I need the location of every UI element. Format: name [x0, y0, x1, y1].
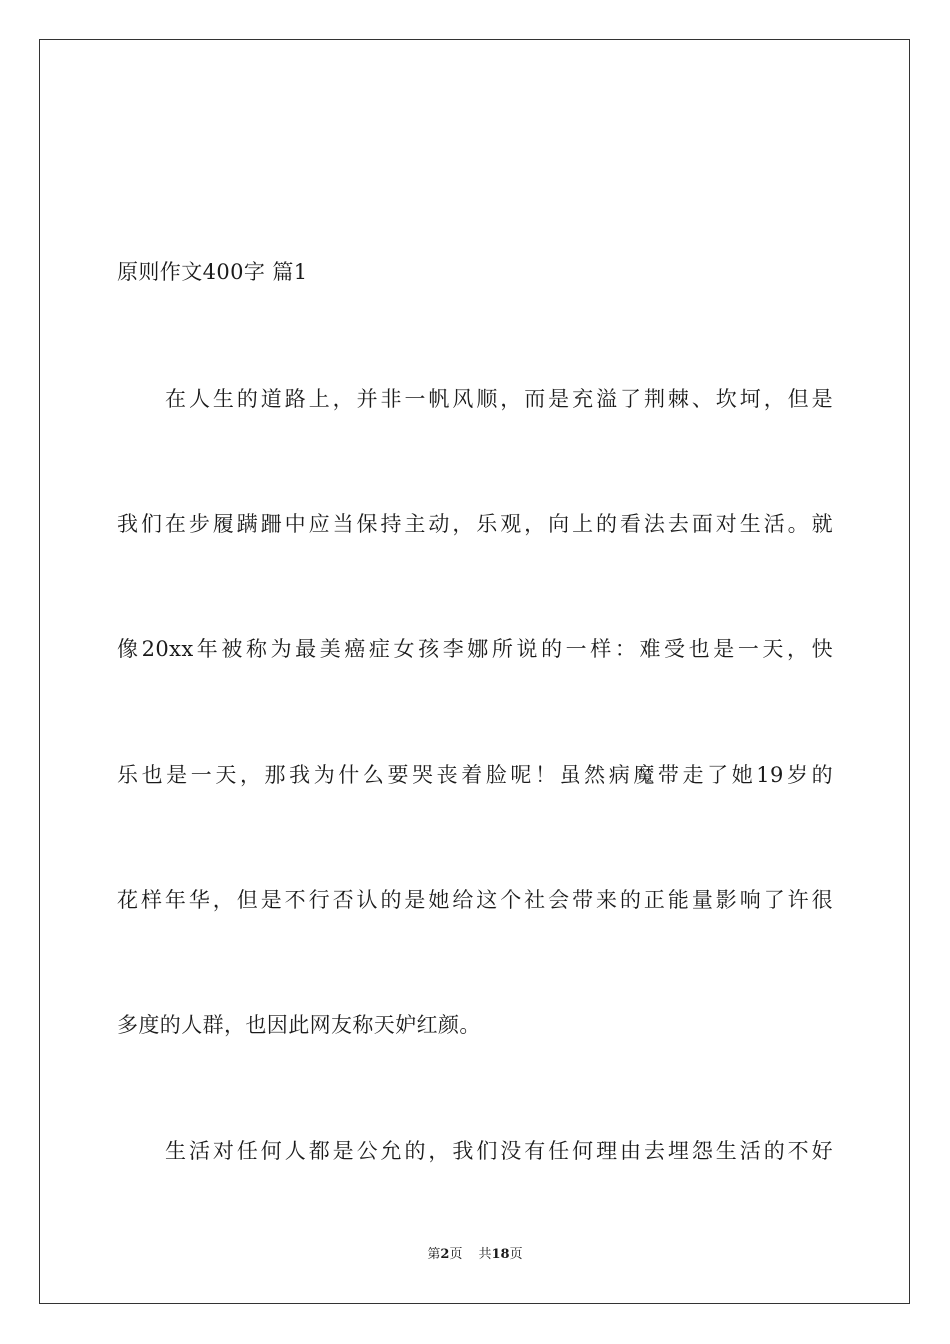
- paragraph-line-3: 像20xx年被称为最美癌症女孩李娜所说的一样：难受也是一天，快: [117, 637, 833, 661]
- page-border: [39, 39, 910, 1304]
- paragraph-line-1: 在人生的道路上，并非一帆风顺，而是充溢了荆棘、坎坷，但是: [165, 387, 833, 411]
- footer-total-pages: 18: [491, 1247, 510, 1262]
- page-footer: [0, 1246, 950, 1264]
- footer-total-prefix: 共: [478, 1247, 492, 1262]
- footer-total-suffix: 页: [509, 1247, 523, 1262]
- paragraph-line-2: 我们在步履蹒跚中应当保持主动，乐观，向上的看法去面对生活。就: [117, 512, 833, 536]
- paragraph-line-5: 花样年华，但是不行否认的是她给这个社会带来的正能量影响了许很: [117, 888, 833, 912]
- paragraph-line-4: 乐也是一天，那我为什么要哭丧着脸呢！虽然病魔带走了她19岁的: [117, 763, 833, 787]
- footer-page-prefix: 第: [427, 1247, 441, 1262]
- footer-page-number: 2: [440, 1247, 450, 1262]
- document-title: 原则作文400字 篇1: [117, 260, 308, 284]
- paragraph-line-7: 生活对任何人都是公允的，我们没有任何理由去埋怨生活的不好: [165, 1139, 833, 1163]
- paragraph-line-6: 多度的人群，也因此网友称天妒红颜。: [117, 1013, 481, 1037]
- footer-page-suffix: 页: [449, 1247, 463, 1262]
